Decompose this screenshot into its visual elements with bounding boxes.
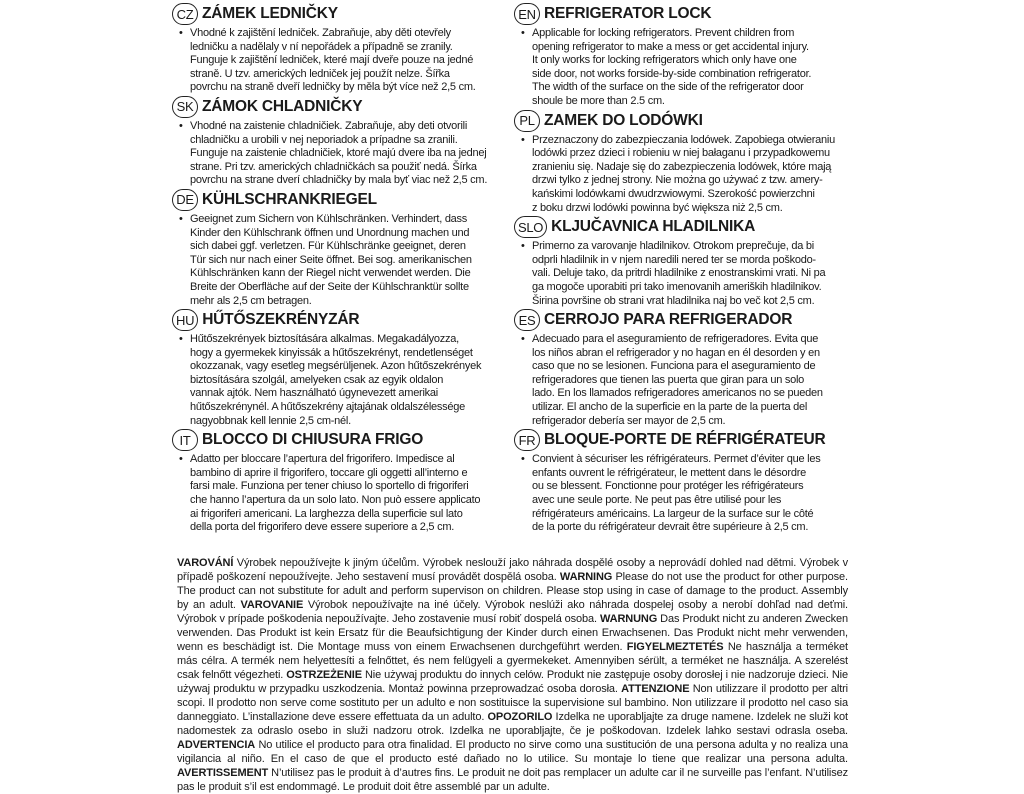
body-line: vannak ajtók. Nem használható úgynevezett amerikai	[190, 387, 438, 400]
body-line: ai frigoriferi americani. La larghezza della superficie sul lato	[190, 507, 463, 520]
section-body	[514, 134, 852, 216]
body-line: It only works for locking refrigerators which only have one	[532, 54, 797, 67]
right-column	[514, 3, 852, 536]
language-code-badge: CZ	[172, 3, 198, 25]
body-line: hűtőszekrénynél. A hűtőszekrény ajtajának oldalszélessége	[190, 401, 465, 414]
body-line: z boku drzwi lodówki powinna być większa niż 2,5 cm.	[532, 201, 783, 214]
body-line: Adecuado para el aseguramiento de refrigeradores. Evita que	[532, 333, 819, 346]
body-line: shoule be more than 2.5 cm.	[532, 94, 665, 107]
bullet-icon: •	[521, 27, 525, 39]
bullet-icon: •	[521, 133, 525, 146]
section-body	[172, 27, 510, 95]
warning-label: VAROVANIE	[240, 599, 304, 611]
body-line: Applicable for locking refrigerators. Prevent children from	[532, 27, 795, 39]
body-line: ga mogoče uporabiti pri tako imenovanih ameriških hladilnikov.	[532, 280, 822, 293]
section-fr	[514, 429, 852, 535]
warning-text: No utilice el producto para otra finalidad. El producto no sirve como una sustitución de una persona adulta y no realiza una vigilancia al niño. En el caso de que el producto esté dañado no lo utilice. Su montaje lo tiene que realizar una persona adulta.	[177, 739, 848, 765]
section-heading	[172, 189, 510, 211]
language-code-badge: EN	[514, 3, 540, 25]
section-heading	[514, 216, 852, 238]
section-heading	[172, 96, 510, 118]
warning-label: WARNING	[559, 571, 613, 583]
bullet-icon: •	[179, 212, 183, 225]
language-code-badge: HU	[172, 309, 198, 331]
body-line: zranieniu się. Nadaje się do zabezpieczenia lodówek, które mają	[532, 160, 832, 173]
section-body	[514, 453, 852, 535]
section-body	[514, 240, 852, 308]
warning-label: FIGYELMEZTETÉS	[626, 641, 724, 653]
body-line: Kinder den Kühlschrank öffnen und Unordnung machen und	[190, 226, 470, 239]
section-es	[514, 309, 852, 428]
bullet-icon: •	[179, 333, 183, 346]
section-cz	[172, 3, 510, 95]
warning-label: AVERTISSEMENT	[177, 767, 269, 779]
body-line: Funguje na zaistenie chladničiek, ktoré majú dvere iba na jednej	[190, 147, 487, 160]
body-line: strane. Pri tzv. amerických chladničkách sa použiť nedá. Šírka	[190, 160, 477, 173]
body-line: ledničku a nadělaly v ní nepořádek a případně se zranily.	[190, 40, 453, 53]
body-line: Adatto per bloccare l’apertura del frigorifero. Impedisce al	[190, 453, 455, 466]
section-heading	[172, 309, 510, 331]
body-line: Širina površine ob strani vrat hladilnika naj bo več kot 2,5 cm.	[532, 294, 815, 307]
section-body	[172, 120, 510, 188]
warning-text: Výrobek nepoužívejte k jiným účelům. Výrobek neslouží jako náhrada dospělé osoby a neprovádí dohled nad dětmi. Výrobek v případě poškození nepoužívejte. Jeho sestavení musí provádět dospělá osoba.	[177, 557, 848, 583]
body-line: réfrigérateurs américains. La largeur de la surface sur le côté	[532, 507, 814, 520]
body-line: opening refrigerator to make a mess or get accidental injury.	[532, 40, 809, 53]
warning-label: ATTENZIONE	[621, 683, 690, 695]
warning-text: Výrobok nepoužívajte na iné účely. Výrobok neslúži ako náhrada dospelej osoby a nerobí dohľad nad deťmi. Výrobok v prípade poškodenia nepoužívajte. Jeho zostavenie musí robiť dospelá osoba.	[177, 599, 848, 625]
body-line: sich dabei ggf. verletzen. Für Kühlschränke geeignet, deren	[190, 240, 466, 253]
bullet-icon: •	[179, 453, 183, 466]
section-title: ZAMEK DO LODÓWKI	[544, 111, 703, 129]
bullet-icon: •	[179, 27, 183, 39]
body-line: refrigerador debería ser mayor de 2,5 cm.	[532, 414, 726, 427]
section-body	[514, 333, 852, 428]
body-line: Primerno za varovanje hladilnikov. Otrokom preprečuje, da bi	[532, 240, 814, 253]
left-column	[172, 3, 510, 536]
body-line: Breite der Oberfläche auf der Seite der Kühlschranktür sollte	[190, 280, 469, 293]
section-title: ZÁMEK LEDNIČKY	[202, 5, 338, 22]
warning-label: ADVERTENCIA	[177, 739, 256, 751]
language-code-badge: SLO	[514, 216, 547, 238]
section-heading	[514, 429, 852, 451]
body-line: avec une seule porte. Ne peut pas être utilisé pour les	[532, 494, 782, 507]
warning-text: Das Produkt nicht zu anderen Zwecken verwenden. Das Produkt ist kein Ersatz für die Beaufsichtigung der Kinder durch einen Erwachsenen. Das Produkt nicht mehr verwenden, wenn es beschädigt ist. Die Montage muss von einem Erwachsenen durchgeführt werden.	[177, 613, 848, 653]
body-line: enfants ouvrent le réfrigérateur, le mettent dans le désordre	[532, 466, 806, 479]
body-line: Funguje k zajištění ledniček, které mají dveře pouze na jedné	[190, 54, 474, 67]
body-line: lado. En los llamados refrigeradores americanos no se pueden	[532, 387, 823, 400]
section-title: REFRIGERATOR LOCK	[544, 5, 712, 22]
body-line: lodówki przez dzieci i robieniu w niej bałaganu i przypadkowemu	[532, 147, 830, 160]
section-body	[172, 453, 510, 535]
section-title: ZÁMOK CHLADNIČKY	[202, 97, 363, 115]
warning-label: OPOZORILO	[487, 711, 553, 723]
section-body	[514, 27, 852, 109]
section-title: BLOCCO DI CHIUSURA FRIGO	[202, 431, 424, 449]
body-line: Vhodné na zaistenie chladničiek. Zabraňuje, aby deti otvorili	[190, 119, 468, 132]
body-line: drzwi tylko z jednej strony. Nie można go używać z tzw. amery-	[532, 174, 823, 187]
body-line: okozzanak, vagy esetleg megsérüljenek. Azon hűtőszekrények	[190, 360, 482, 373]
warning-label: VAROVÁNÍ	[177, 557, 234, 569]
bullet-icon: •	[521, 333, 525, 346]
body-line: los niños abran el refrigerador y no hagan en él desorden y en	[532, 346, 820, 359]
body-line: Kühlschränken kann der Riegel nicht verwendet werden. Die	[190, 267, 471, 280]
section-en	[514, 3, 852, 109]
section-title: CERROJO PARA REFRIGERADOR	[544, 311, 793, 329]
section-title: KLJUČAVNICA HLADILNIKA	[551, 218, 756, 236]
language-code-badge: DE	[172, 189, 198, 211]
body-line: odprli hladilnik in v njem naredili nered ter se morda poškodo-	[532, 253, 816, 266]
body-line: Przeznaczony do zabezpieczania lodówek. Zapobiega otwieraniu	[532, 133, 835, 146]
warning-label: WARNUNG	[599, 613, 658, 625]
body-line: Geeignet zum Sichern von Kühlschränken. Verhindert, dass	[190, 212, 468, 225]
body-line: utilizar. El ancho de la superficie en la parte de la puerta del	[532, 401, 808, 414]
body-line: The width of the surface on the side of the refrigerator door	[532, 81, 804, 94]
section-title: BLOQUE-PORTE DE RÉFRIGÉRATEUR	[544, 431, 826, 449]
warning-label: OSTRZEŻENIE	[286, 669, 362, 681]
language-code-badge: FR	[514, 429, 540, 451]
body-line: bambino di aprire il frigorifero, toccare gli oggetti all’interno e	[190, 466, 468, 479]
body-line: vali. Deluje tako, da pritrdi hladilnike z enostranskimi vrati. Ni pa	[532, 267, 826, 280]
body-line: nagyobbnak kell lennie 2,5 cm-nél.	[190, 414, 351, 427]
section-sk	[172, 96, 510, 188]
language-code-badge: IT	[172, 429, 198, 451]
body-line: refrigeradores que tienen las puerta que giran para un solo	[532, 373, 805, 386]
warning-text: Izdelka ne uporabljajte za druge namene. Izdelek ne služi kot nadomestek za odraslo osebo in služi nadzoru otrok. Izdelka ne uporabljajte, če je poškodovan. Izdelek lahko sestavi odrasla oseba.	[177, 711, 848, 737]
body-line: hogy a gyermekek kinyissák a hűtőszekrényt, rendetlenséget	[190, 346, 473, 359]
section-heading	[514, 309, 852, 331]
section-heading	[172, 429, 510, 451]
body-line: de la porte du réfrigérateur devrait être supérieure à 2,5 cm.	[532, 521, 809, 534]
section-slo	[514, 216, 852, 308]
body-line: che hanno l’apertura da un solo lato. Non può essere applicato	[190, 494, 481, 507]
body-line: farsi male. Funziona per tener chiuso lo sportello di frigoriferi	[190, 480, 469, 493]
warning-text: Please do not use the product for other purpose. The product can not substitute for adult and perform supervison on children. Please stop using in case of damage to the product. Assembly by an adult.	[177, 571, 848, 611]
warning-text: N’utilisez pas le produit à d’autres fins. Le produit ne doit pas remplacer un adulte car il ne surveille pas l’enfant. N’utilisez pas le produit s’il est endommagé. Le produit doit être assemblé par un adulte.	[177, 767, 848, 793]
language-code-badge: ES	[514, 309, 540, 331]
language-code-badge: SK	[172, 96, 198, 118]
body-line: povrchu na straně dveří ledničky by měla být více než 2,5 cm.	[190, 81, 476, 94]
warning-text: Nie używaj produktu do innych celów. Produkt nie zastępuje osoby dorosłej i nie nadzoruje dzieci. Nie używaj produktu w przypadku uszkodzenia. Montaż powinna przeprowadzać osoba dorosła.	[177, 669, 848, 695]
section-hu	[172, 309, 510, 428]
body-line: kańskimi lodówkami dwudrzwiowymi. Szerokość powierzchni	[532, 187, 815, 200]
section-body	[172, 213, 510, 308]
body-line: Tür sich nur nach einer Seite öffnet. Bei sog. amerikanischen	[190, 253, 472, 266]
section-de	[172, 189, 510, 308]
section-title: HŰTŐSZEKRÉNYZÁR	[202, 311, 360, 329]
section-pl	[514, 110, 852, 216]
section-heading	[172, 3, 510, 25]
language-code-badge: PL	[514, 110, 540, 132]
body-line: della porta del frigorifero deve essere superiore a 2,5 cm.	[190, 521, 455, 534]
bullet-icon: •	[521, 453, 525, 466]
warning-text: Ne használja a terméket más célra. A termék nem helyettesíti a felnőttet, és nem felügyeli a gyermekeket. Amennyiben sérült, a terméket ne használja. A szerelést csak felnőtt végezheti.	[177, 641, 848, 681]
section-body	[172, 333, 510, 428]
body-line: povrchu na strane dverí chladničky by mala byť viac než 2,5 cm.	[190, 174, 488, 187]
body-line: side door, not works forside-by-side combination refrigerator.	[532, 67, 812, 80]
warning-text: Non utilizzare il prodotto per altri scopi. Il prodotto non serve come sostituto per un adulto e non sostituisce la supervisione sul bambino. Non utilizzare il prodotto nel caso sia danneggiato. L’installazione deve essere effettuata da un adulto.	[177, 683, 848, 723]
body-line: ou se blessent. Fonctionne pour protéger les réfrigérateurs	[532, 480, 804, 493]
bullet-icon: •	[179, 119, 183, 132]
section-it	[172, 429, 510, 535]
body-line: Hűtőszekrények biztosítására alkalmas. Megakadályozza,	[190, 333, 459, 346]
section-heading	[514, 110, 852, 132]
warnings-paragraph	[177, 556, 848, 794]
body-line: Convient à sécuriser les réfrigérateurs. Permet d’éviter que les	[532, 453, 821, 466]
body-line: Vhodné k zajištění ledniček. Zabraňuje, aby děti otevřely	[190, 27, 451, 39]
body-line: mehr als 2,5 cm betragen.	[190, 294, 312, 307]
body-line: chladničku a urobili v nej neporiadok a prípadne sa zranili.	[190, 133, 458, 146]
body-line: caso que no se lesionen. Funciona para el aseguramiento de	[532, 360, 816, 373]
body-line: biztosítására szolgál, amelyeken csak az egyik oldalon	[190, 373, 444, 386]
body-line: straně. U tzv. amerických ledniček jej použít nelze. Šířka	[190, 67, 450, 80]
bullet-icon: •	[521, 240, 525, 253]
section-heading	[514, 3, 852, 25]
section-title: KÜHLSCHRANKRIEGEL	[202, 190, 377, 208]
